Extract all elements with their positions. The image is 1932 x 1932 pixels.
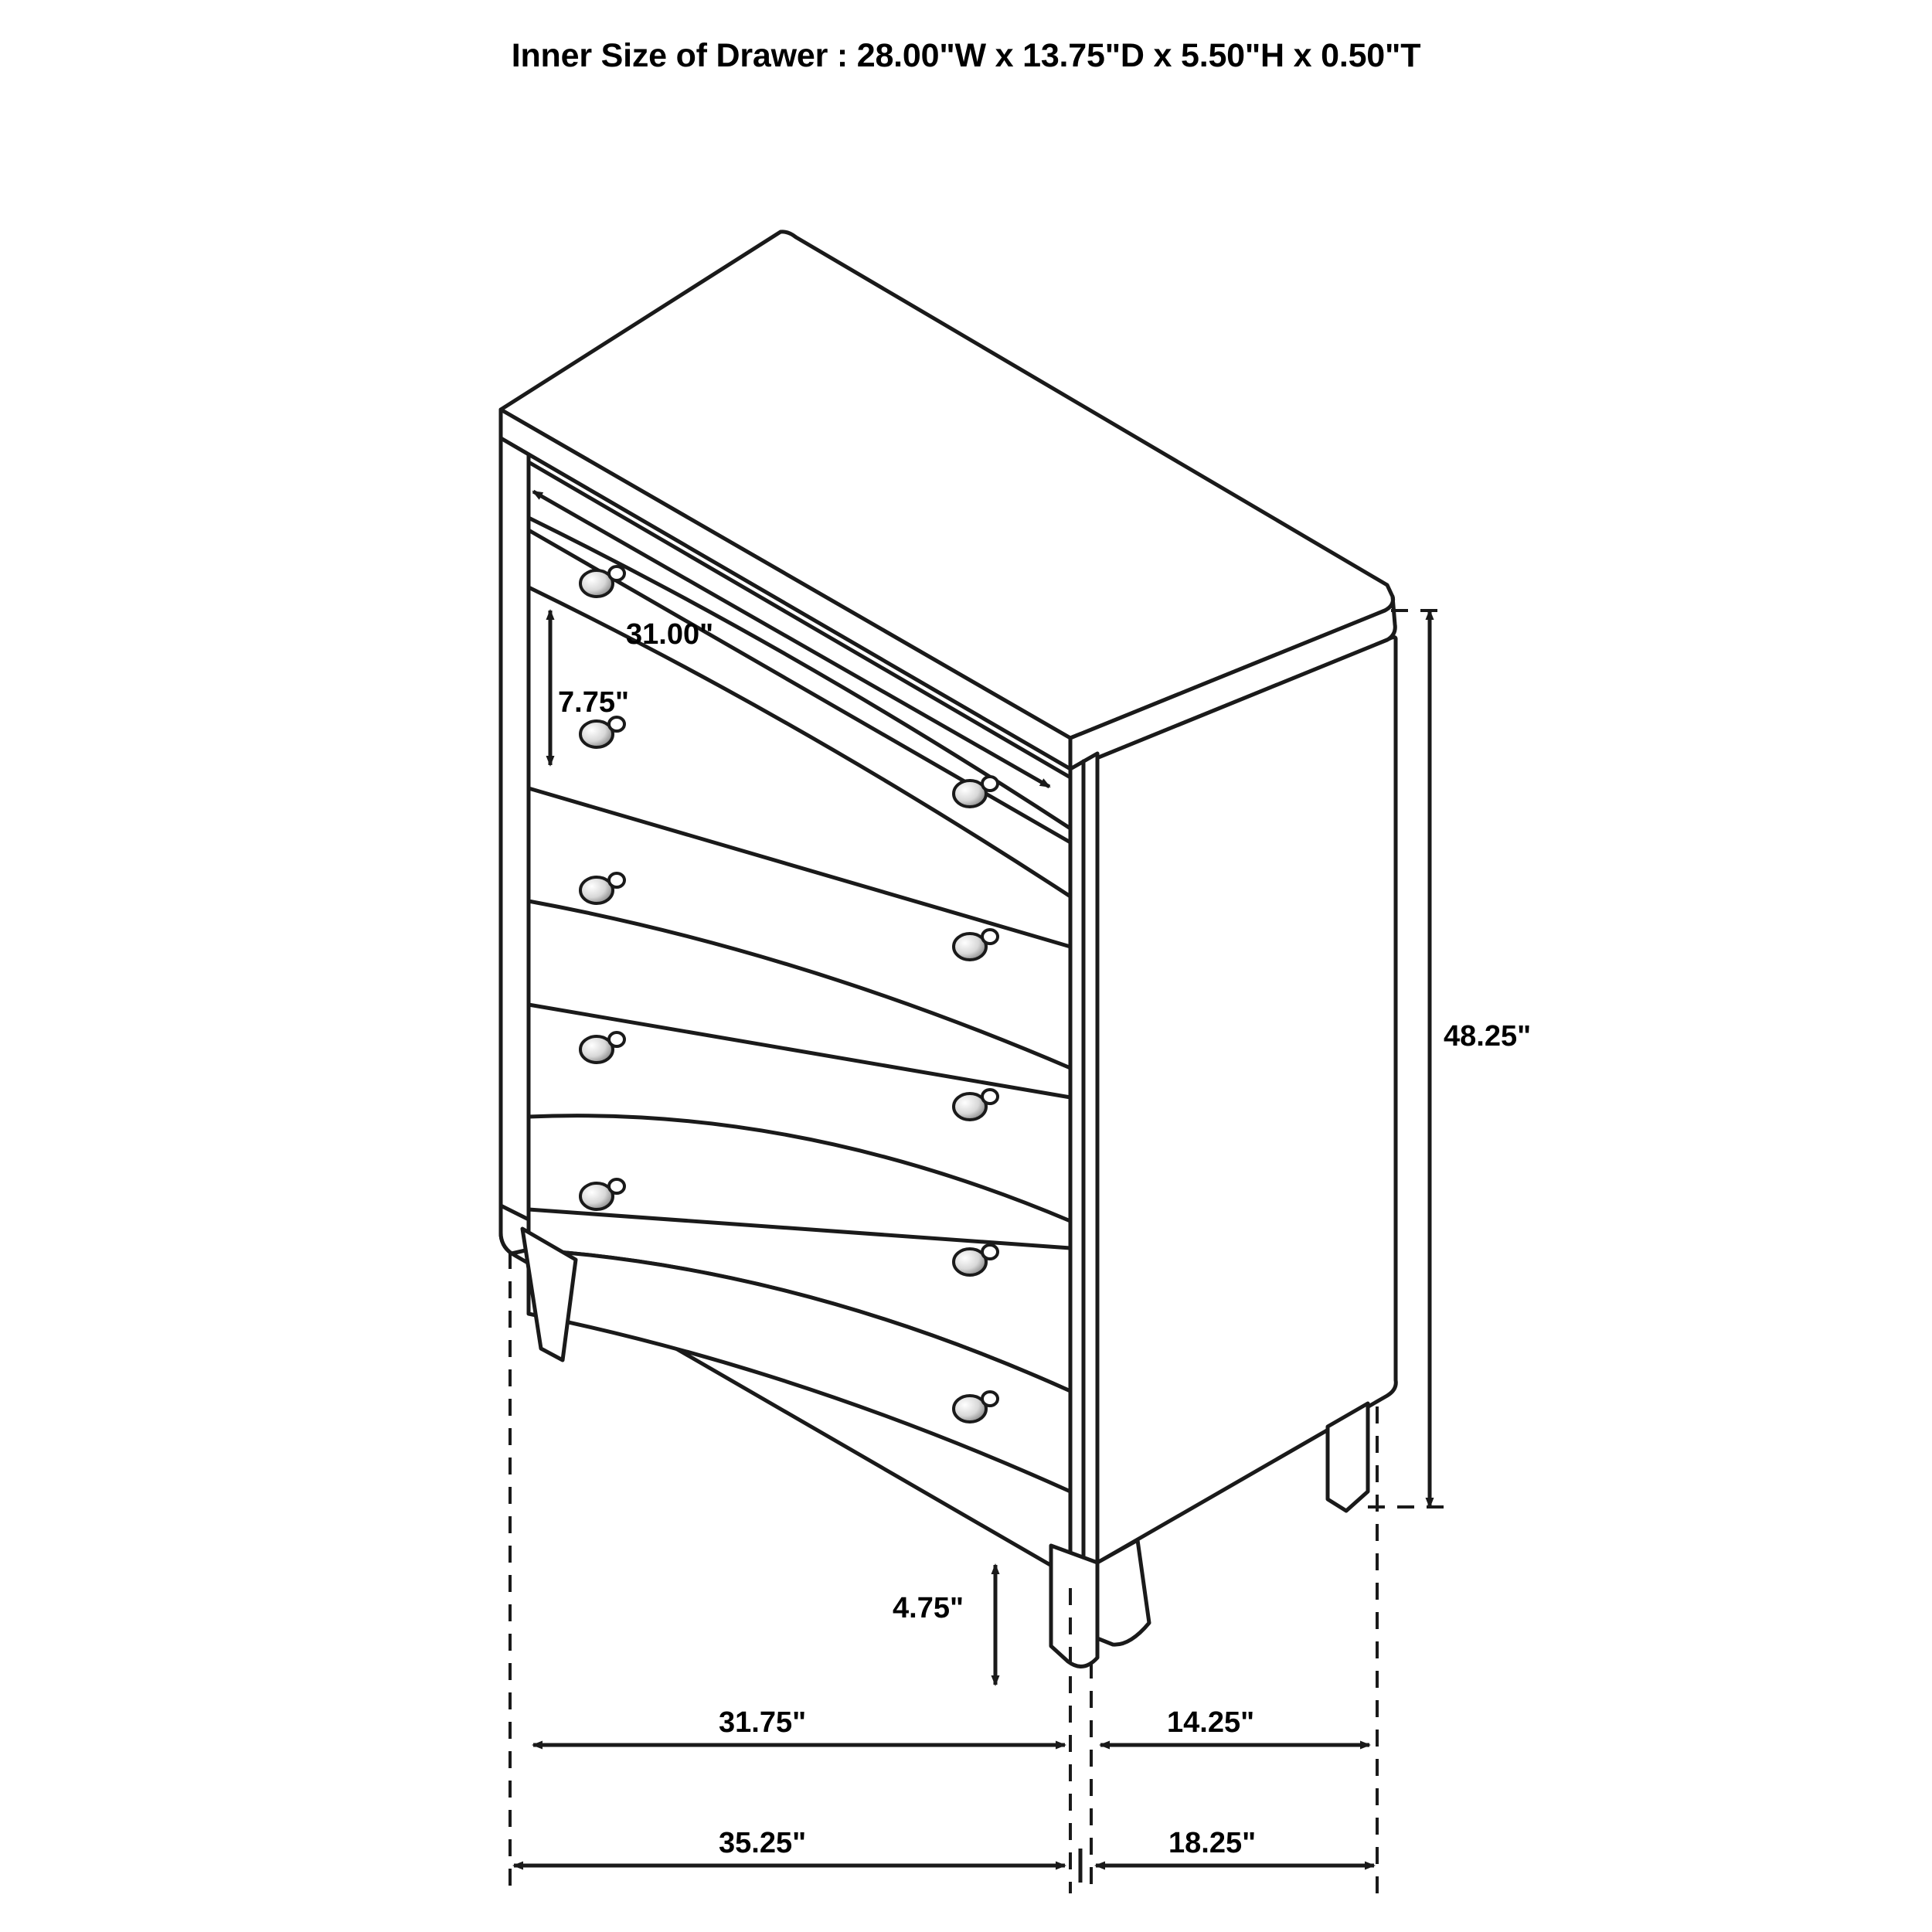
dim-label-48-25: 48.25" <box>1444 1020 1532 1053</box>
dim-label-4-75: 4.75" <box>893 1592 964 1624</box>
dim-label-14-25: 14.25" <box>1167 1706 1255 1739</box>
dim-label-31-00: 31.00" <box>626 618 714 651</box>
leg-front-right <box>1051 1546 1097 1666</box>
dim-label-7-75: 7.75" <box>558 686 629 719</box>
dim-label-35-25: 35.25" <box>719 1827 807 1859</box>
page-title: Inner Size of Drawer : 28.00"W x 13.75"D x 5.50"H x 0.50"T <box>511 37 1421 74</box>
dim-label-18-25: 18.25" <box>1168 1827 1257 1859</box>
dim-label-31-75: 31.75" <box>719 1706 807 1739</box>
chest-body <box>501 232 1396 1667</box>
case-front-left-stile <box>501 438 529 1253</box>
